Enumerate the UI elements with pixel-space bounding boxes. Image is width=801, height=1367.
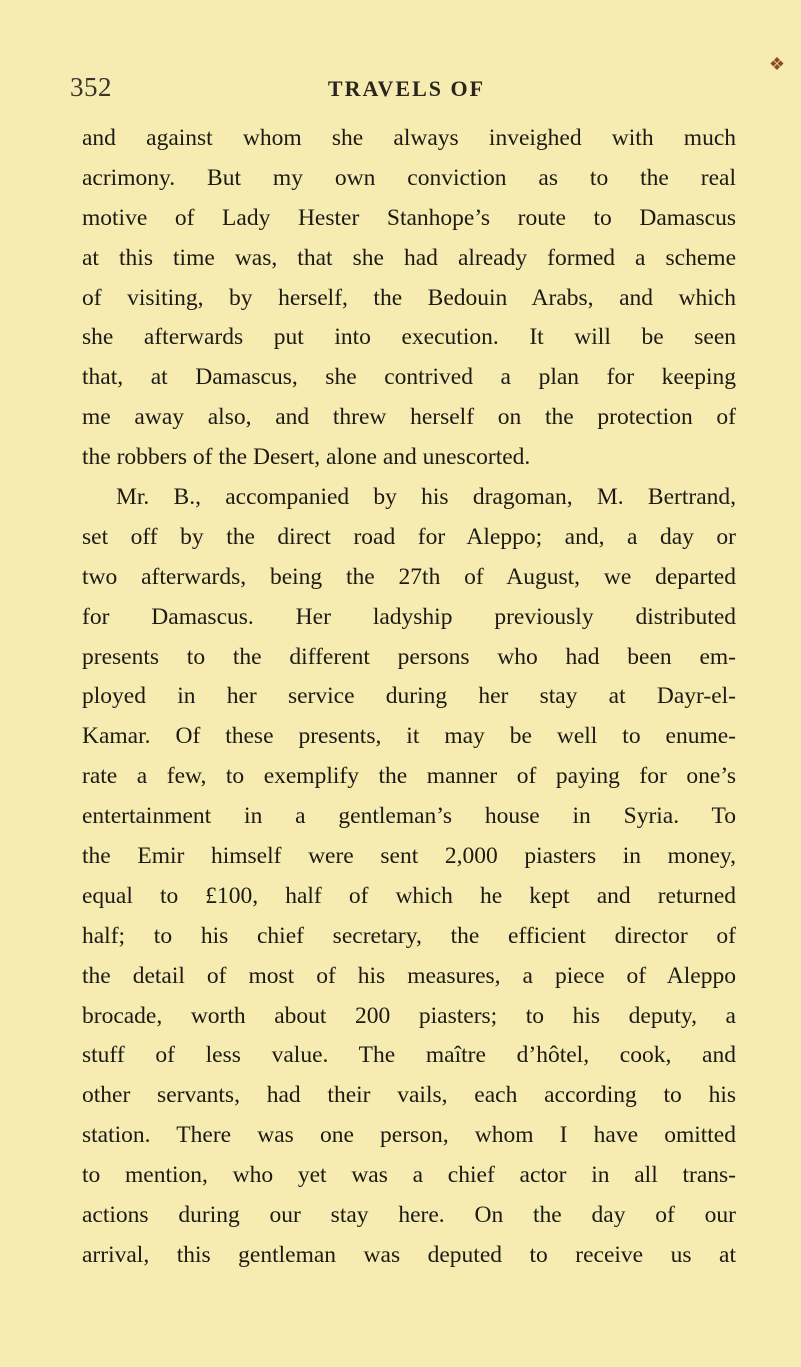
text-line: motive of Lady Hester Stanhope’s route to Damascus bbox=[82, 204, 736, 231]
text-line: arrival, this gentleman was deputed to receive us at bbox=[82, 1241, 736, 1268]
ornament-icon: ❖ bbox=[768, 54, 785, 74]
text-line: stuff of less value. The maître d’hôtel, cook, and bbox=[82, 1042, 736, 1069]
text-line: at this time was, that she had already formed a scheme bbox=[82, 244, 736, 271]
text-line: the detail of most of his measures, a piece of Aleppo bbox=[82, 962, 736, 989]
text-line: equal to £100, half of which he kept and returned bbox=[82, 882, 736, 909]
text-line: she afterwards put into execution. It will be seen bbox=[82, 324, 736, 351]
text-line: to mention, who yet was a chief actor in all trans- bbox=[82, 1162, 736, 1189]
text-line: two afterwards, being the 27th of August, we departed bbox=[82, 563, 736, 590]
text-line: that, at Damascus, she contrived a plan for keeping bbox=[82, 364, 736, 391]
text-line: me away also, and threw herself on the protection of bbox=[82, 404, 736, 431]
text-line: ployed in her service during her stay at Dayr-el- bbox=[82, 683, 736, 710]
text-line: of visiting, by herself, the Bedouin Arabs, and which bbox=[82, 284, 736, 311]
text-line: entertainment in a gentleman’s house in Syria. To bbox=[82, 803, 736, 830]
text-line: and against whom she always inveighed with much bbox=[82, 125, 736, 151]
text-line: rate a few, to exemplify the manner of paying for one’s bbox=[82, 763, 736, 790]
text-line: other servants, had their vails, each according to his bbox=[82, 1082, 736, 1109]
text-line: presents to the different persons who had been em- bbox=[82, 643, 736, 670]
page-number: 352 bbox=[70, 72, 112, 102]
text-line: set off by the direct road for Aleppo; and, a day or bbox=[82, 523, 736, 550]
text-line: acrimony. But my own conviction as to the real bbox=[82, 164, 736, 191]
text-line: Kamar. Of these presents, it may be well to enume- bbox=[82, 723, 736, 750]
body-text bbox=[82, 119, 736, 1276]
text-line: half; to his chief secretary, the efficient director of bbox=[82, 922, 736, 949]
text-line: the Emir himself were sent 2,000 piasters in money, bbox=[82, 843, 736, 870]
running-head: TRAVELS OF bbox=[327, 76, 486, 101]
text-line: brocade, worth about 200 piasters; to his deputy, a bbox=[82, 1002, 736, 1029]
text-line-paragraph-start: Mr. B., accompanied by his dragoman, M. Bertrand, bbox=[116, 484, 736, 511]
text-line: the robbers of the Desert, alone and unescorted. bbox=[82, 444, 531, 471]
text-line: station. There was one person, whom I have omitted bbox=[82, 1122, 736, 1149]
text-line: for Damascus. Her ladyship previously distributed bbox=[82, 603, 736, 630]
text-line: actions during our stay here. On the day of our bbox=[82, 1202, 736, 1229]
